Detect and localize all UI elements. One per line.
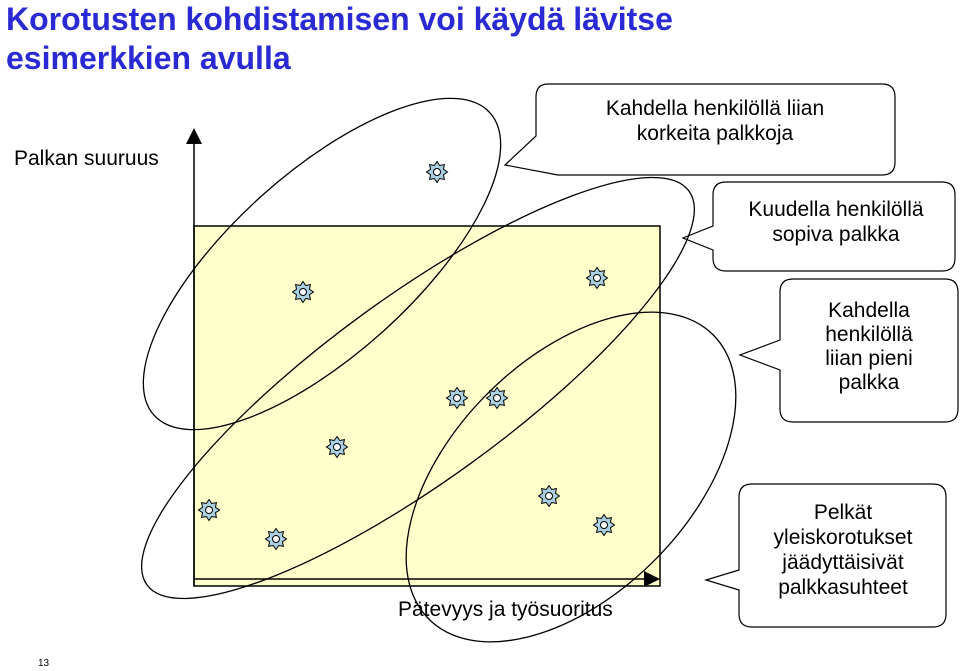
person-gear-icon xyxy=(587,268,608,289)
page-number: 13 xyxy=(38,658,50,669)
callout-ok-line-2: sopiva palkka xyxy=(772,223,900,246)
person-gear-icon xyxy=(487,388,508,409)
person-gear-icon xyxy=(447,388,468,409)
callout-low-line-4: palkka xyxy=(838,371,900,394)
callout-high-text xyxy=(548,96,882,146)
title-line-1: Korotusten kohdistamisen voi käydä lävitse xyxy=(6,1,673,37)
callout-low-line-3: liian pieni xyxy=(825,347,913,370)
person-gear-icon xyxy=(199,500,220,521)
person-gear-icon xyxy=(266,529,287,550)
person-gear-icon xyxy=(539,486,560,507)
person-gear-icon xyxy=(594,515,615,536)
callout-frozen-line-1: Pelkät xyxy=(813,501,873,524)
callout-ok-text xyxy=(722,197,950,247)
person-gear-icon xyxy=(427,162,448,183)
callout-low-line-2: henkilöllä xyxy=(825,323,913,346)
callout-low-line-1: Kahdella xyxy=(828,299,910,322)
callout-low-text xyxy=(782,299,956,395)
person-gear-icon xyxy=(327,437,348,458)
callout-high-line-2: korkeita palkkoja xyxy=(636,122,794,145)
title-line-2: esimerkkien avulla xyxy=(6,40,291,76)
callout-high-line-1: Kahdella henkilöllä liian xyxy=(605,97,825,120)
y-axis-label: Palkan suuruus xyxy=(14,147,159,170)
callout-frozen-line-3: jäädyttäisivät xyxy=(782,551,904,574)
x-axis-label: Pätevyys ja työsuoritus xyxy=(398,598,613,621)
y-axis-arrow xyxy=(186,128,202,144)
callout-ok-line-1: Kuudella henkilöllä xyxy=(748,198,924,221)
person-gear-icon xyxy=(293,282,314,303)
callout-frozen-line-4: palkkasuhteet xyxy=(778,576,908,599)
callout-frozen-text xyxy=(742,500,944,600)
callout-frozen-line-2: yleiskorotukset xyxy=(773,526,913,549)
